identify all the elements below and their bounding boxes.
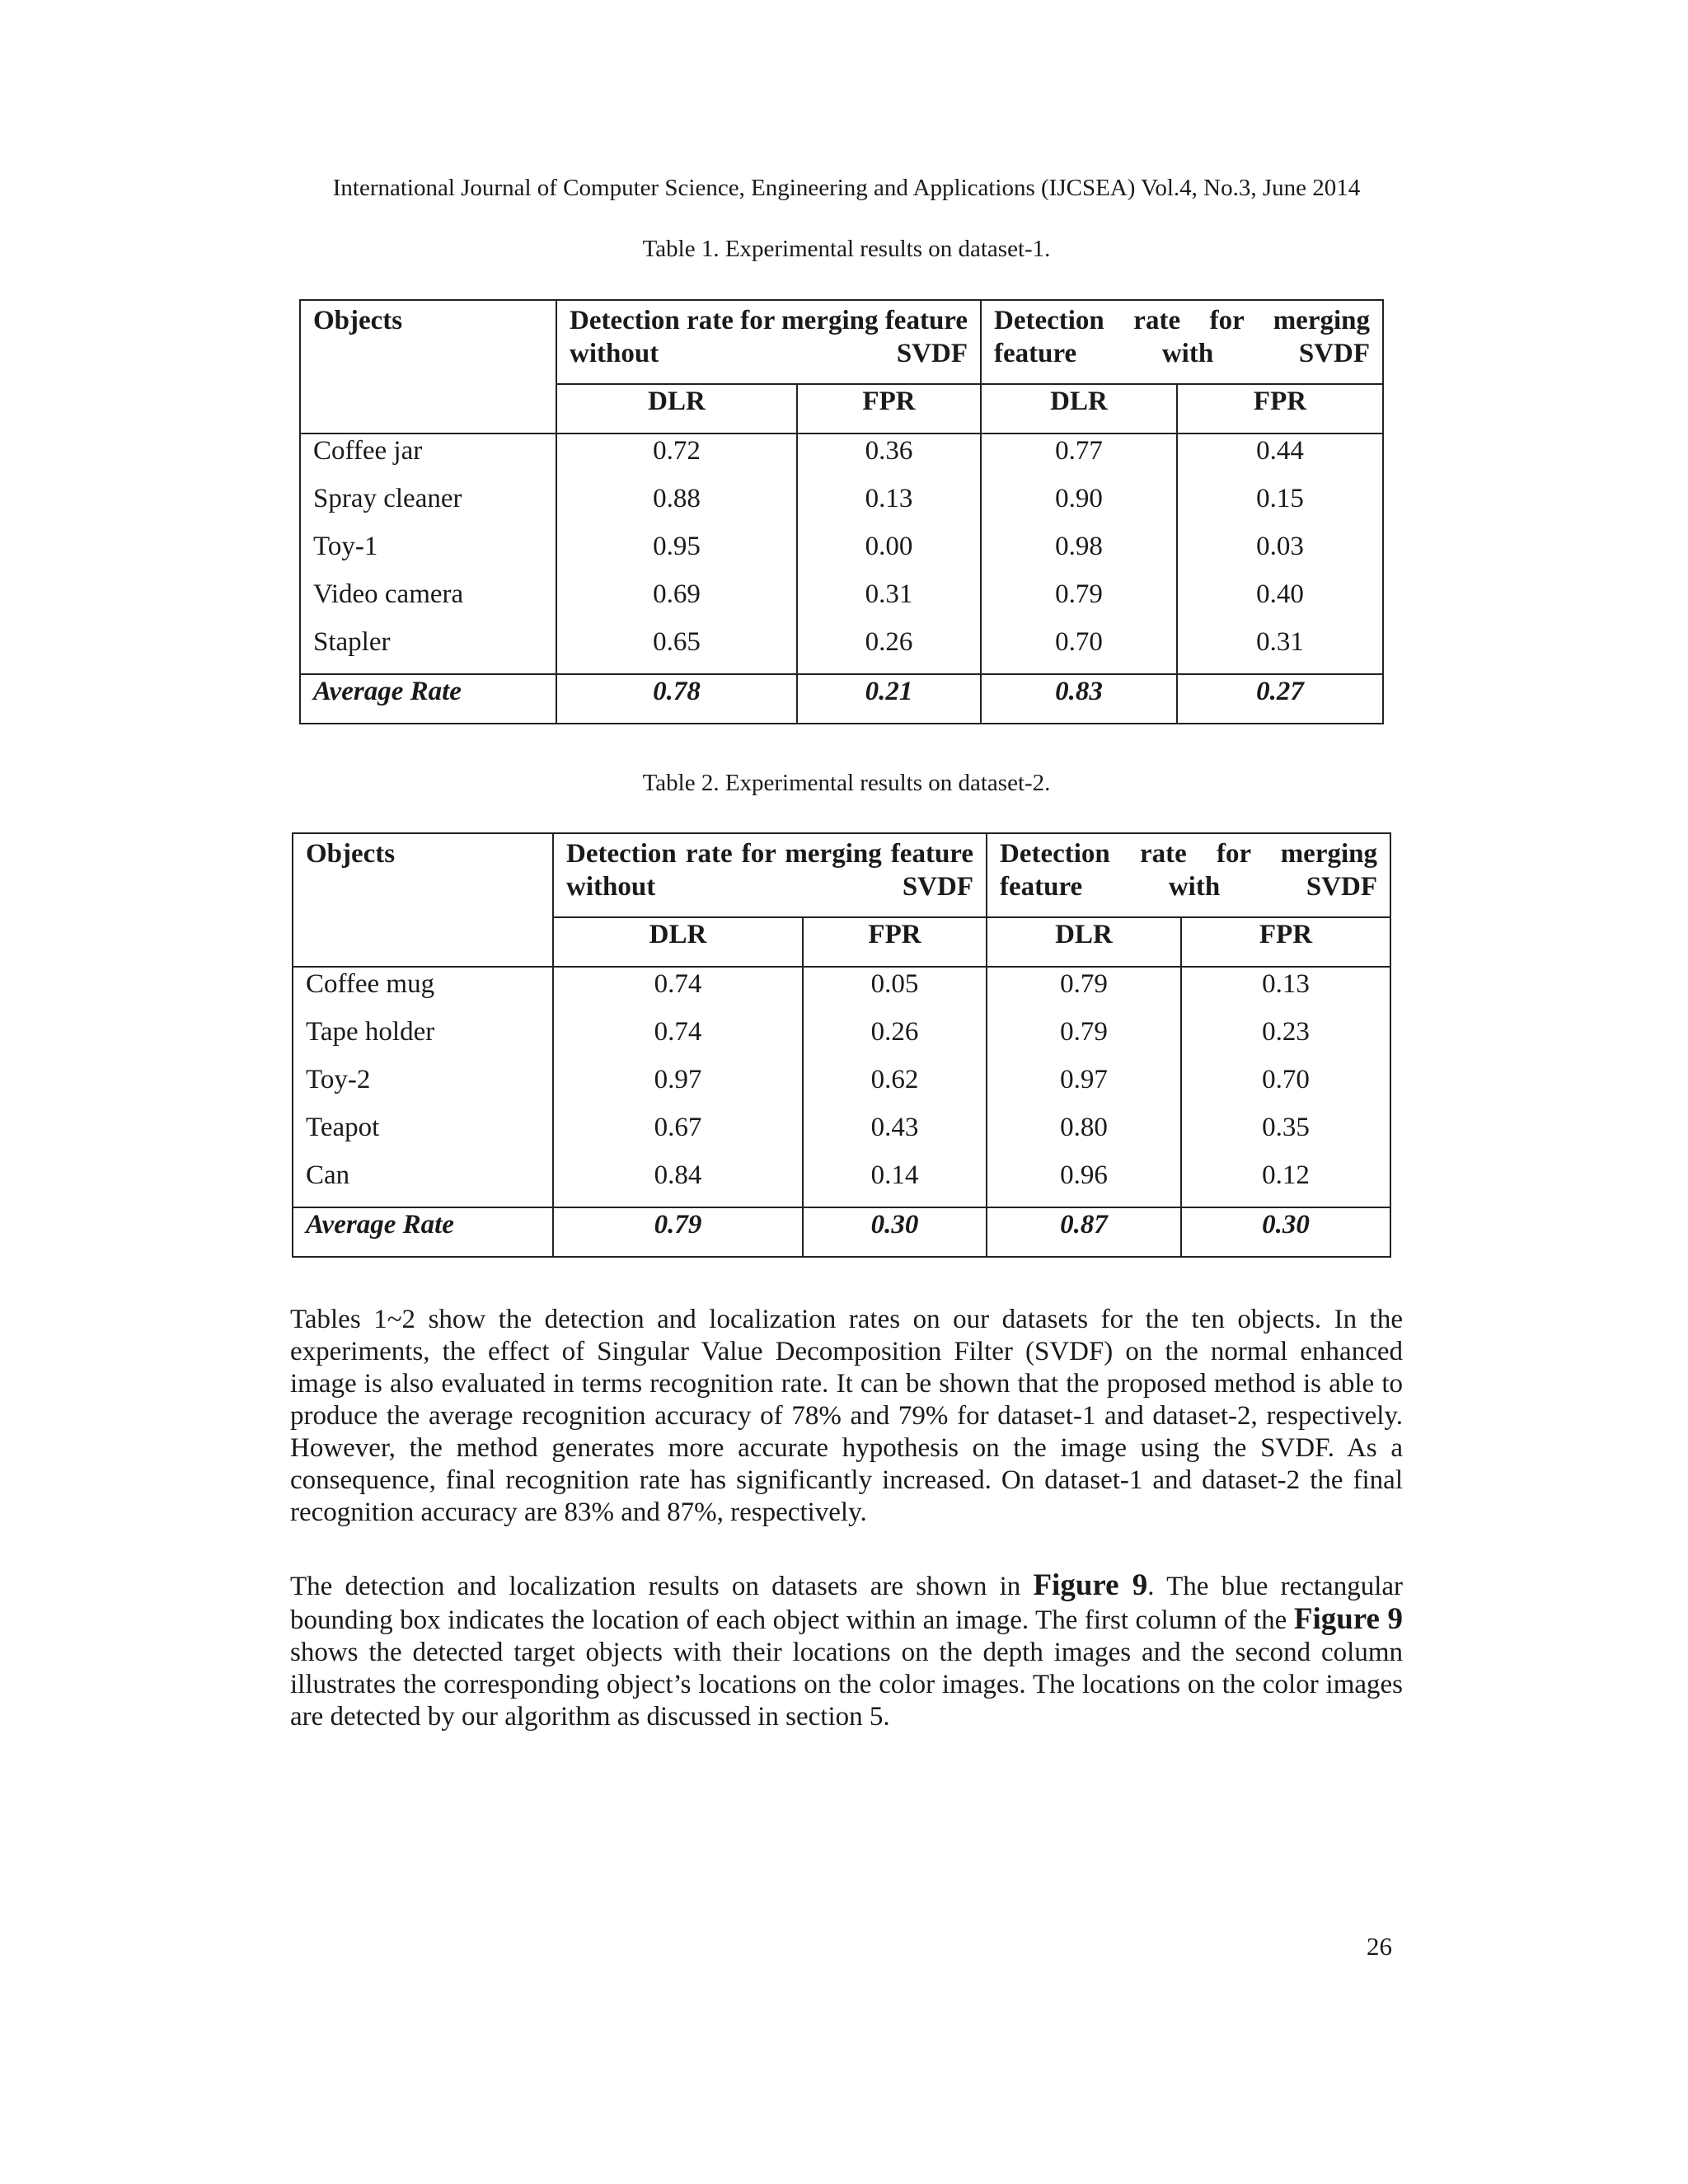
- object-name: Spray cleaner: [300, 482, 556, 530]
- table1-dlr-header: DLR: [556, 384, 797, 434]
- table1-objects-header: Objects: [300, 300, 556, 434]
- object-name: Toy-2: [293, 1063, 553, 1111]
- table2-fpr-header: FPR: [803, 917, 987, 967]
- cell: 0.79: [987, 967, 1181, 1015]
- cell: 0.95: [556, 530, 797, 578]
- table2-dlr-header: DLR: [987, 917, 1181, 967]
- cell: 0.79: [553, 1207, 803, 1257]
- table2: [292, 832, 1391, 1258]
- table2-group-without-svdf: Detection rate for merging feature without SVDF: [553, 833, 987, 917]
- cell: 0.31: [1177, 626, 1383, 674]
- cell: 0.14: [803, 1159, 987, 1207]
- cell: 0.97: [553, 1063, 803, 1111]
- cell: 0.00: [797, 530, 981, 578]
- object-name: Stapler: [300, 626, 556, 674]
- cell: 0.78: [556, 674, 797, 724]
- cell: 0.30: [803, 1207, 987, 1257]
- table-row: [293, 967, 1390, 1015]
- cell: 0.30: [1181, 1207, 1390, 1257]
- table-row: [300, 434, 1383, 482]
- cell: 0.43: [803, 1111, 987, 1159]
- table1-caption: Table 1. Experimental results on dataset-1.: [642, 236, 1051, 262]
- cell: 0.40: [1177, 578, 1383, 626]
- cell: 0.74: [553, 967, 803, 1015]
- cell: 0.67: [553, 1111, 803, 1159]
- cell: 0.03: [1177, 530, 1383, 578]
- cell: 0.13: [1181, 967, 1390, 1015]
- table-row: [300, 578, 1383, 626]
- cell: 0.79: [981, 578, 1177, 626]
- figure-reference: Figure 9: [1293, 1602, 1403, 1636]
- cell: 0.87: [987, 1207, 1181, 1257]
- cell: 0.27: [1177, 674, 1383, 724]
- object-name: Teapot: [293, 1111, 553, 1159]
- cell: 0.36: [797, 434, 981, 482]
- table2-dlr-header: DLR: [553, 917, 803, 967]
- cell: 0.15: [1177, 482, 1383, 530]
- table1-dlr-header: DLR: [981, 384, 1177, 434]
- table-row-average: [293, 1207, 1390, 1257]
- journal-header: International Journal of Computer Science, Engineering and Applications (IJCSEA) Vol.4, No.3, June 2014: [332, 175, 1361, 201]
- object-name: Video camera: [300, 578, 556, 626]
- cell: 0.83: [981, 674, 1177, 724]
- cell: 0.69: [556, 578, 797, 626]
- body-paragraph-2: The detection and localization results on datasets are shown in Figure 9. The blue rectangular bounding box indicates the location of each object within an image. The first column of the Figure 9 shows the detected target objects with their locations on the depth images and the second column illustrates the corresponding object’s locations on the color images. The locations on the color images are detected by our algorithm as discussed in section 5.: [290, 1568, 1403, 1732]
- table-row: [293, 1063, 1390, 1111]
- table1-group-without-svdf: Detection rate for merging feature without SVDF: [556, 300, 981, 384]
- object-name: Coffee jar: [300, 434, 556, 482]
- cell: 0.21: [797, 674, 981, 724]
- cell: 0.05: [803, 967, 987, 1015]
- cell: 0.65: [556, 626, 797, 674]
- cell: 0.26: [803, 1015, 987, 1063]
- table1-fpr-header: FPR: [1177, 384, 1383, 434]
- table-row: [300, 626, 1383, 674]
- average-label: Average Rate: [293, 1207, 553, 1257]
- table-row: [293, 1159, 1390, 1207]
- cell: 0.13: [797, 482, 981, 530]
- cell: 0.74: [553, 1015, 803, 1063]
- page-number: 26: [1367, 1932, 1392, 1961]
- cell: 0.98: [981, 530, 1177, 578]
- cell: 0.70: [981, 626, 1177, 674]
- cell: 0.70: [1181, 1063, 1390, 1111]
- table1-fpr-header: FPR: [797, 384, 981, 434]
- cell: 0.96: [987, 1159, 1181, 1207]
- cell: 0.62: [803, 1063, 987, 1111]
- figure-reference: Figure 9: [1033, 1568, 1148, 1602]
- table-row: [293, 1111, 1390, 1159]
- cell: 0.35: [1181, 1111, 1390, 1159]
- table-row: [293, 1015, 1390, 1063]
- object-name: Toy-1: [300, 530, 556, 578]
- table2-group-with-svdf: Detection rate for merging feature with SVDF: [987, 833, 1390, 917]
- table1: [299, 299, 1384, 724]
- cell: 0.84: [553, 1159, 803, 1207]
- cell: 0.12: [1181, 1159, 1390, 1207]
- object-name: Coffee mug: [293, 967, 553, 1015]
- cell: 0.80: [987, 1111, 1181, 1159]
- table-row-average: [300, 674, 1383, 724]
- average-label: Average Rate: [300, 674, 556, 724]
- cell: 0.31: [797, 578, 981, 626]
- object-name: Can: [293, 1159, 553, 1207]
- cell: 0.23: [1181, 1015, 1390, 1063]
- cell: 0.26: [797, 626, 981, 674]
- table2-objects-header: Objects: [293, 833, 553, 967]
- cell: 0.79: [987, 1015, 1181, 1063]
- cell: 0.88: [556, 482, 797, 530]
- table-row: [300, 530, 1383, 578]
- table2-fpr-header: FPR: [1181, 917, 1390, 967]
- cell: 0.44: [1177, 434, 1383, 482]
- table1-group-with-svdf: Detection rate for merging feature with SVDF: [981, 300, 1383, 384]
- object-name: Tape holder: [293, 1015, 553, 1063]
- cell: 0.97: [987, 1063, 1181, 1111]
- table-row: [300, 482, 1383, 530]
- cell: 0.72: [556, 434, 797, 482]
- table2-caption: Table 2. Experimental results on dataset-2.: [642, 770, 1051, 796]
- cell: 0.77: [981, 434, 1177, 482]
- cell: 0.90: [981, 482, 1177, 530]
- body-paragraph-1: Tables 1~2 show the detection and localization rates on our datasets for the ten objects. In the experiments, the effect of Singular Value Decomposition Filter (SVDF) on the normal enhanced image is also evaluated in terms recognition rate. It can be shown that the proposed method is able to produce the average recognition accuracy of 78% and 79% for dataset-1 and dataset-2, respectively. However, the method generates more accurate hypothesis on the image using the SVDF. As a consequence, final recognition rate has significantly increased. On dataset-1 and dataset-2 the final recognition accuracy are 83% and 87%, respectively.: [290, 1305, 1403, 1527]
